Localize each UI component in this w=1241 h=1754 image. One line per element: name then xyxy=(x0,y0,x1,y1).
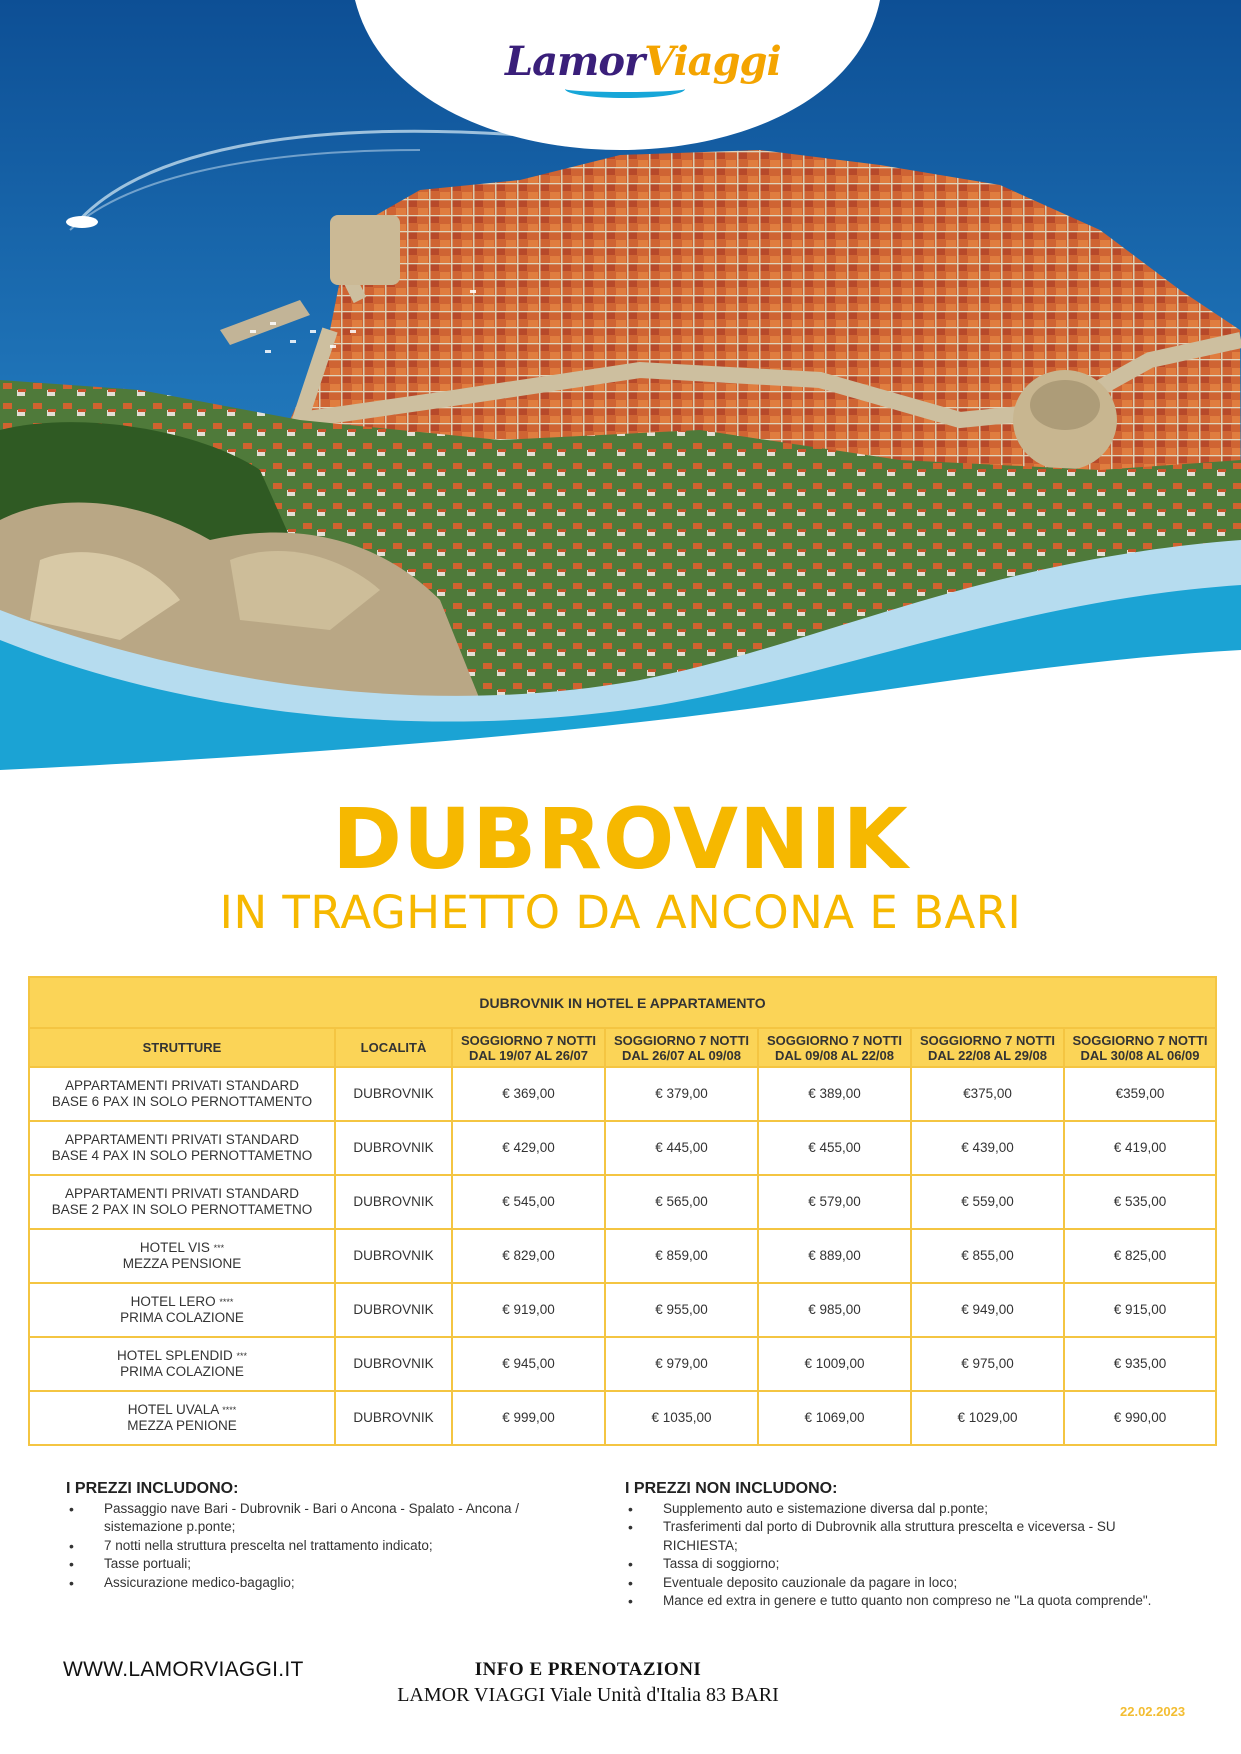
localita-cell: DUBROVNIK xyxy=(335,1229,452,1283)
table-row xyxy=(29,1391,1216,1445)
column-header-localita: LOCALITÀ xyxy=(335,1028,452,1067)
price-cell: € 985,00 xyxy=(758,1283,911,1337)
excludes-section xyxy=(625,1480,1165,1611)
brand-logo[interactable] xyxy=(505,38,781,108)
price-cell: € 919,00 xyxy=(452,1283,605,1337)
logo-text-viaggi: Viaggi xyxy=(644,38,781,85)
price-cell: € 439,00 xyxy=(911,1121,1064,1175)
info-title: INFO E PRENOTAZIONI xyxy=(474,1659,702,1680)
column-header-period: SOGGIORNO 7 NOTTI DAL 19/07 AL 26/07 xyxy=(452,1028,605,1067)
structure-cell: HOTEL UVALA **** MEZZA PENIONE xyxy=(29,1391,335,1445)
price-cell: € 545,00 xyxy=(452,1175,605,1229)
price-cell: € 445,00 xyxy=(605,1121,758,1175)
price-cell: € 419,00 xyxy=(1064,1121,1216,1175)
dubrovnik-aerial-illustration xyxy=(0,0,1241,780)
logo-wave-icon xyxy=(565,80,685,98)
localita-cell: DUBROVNIK xyxy=(335,1067,452,1121)
price-cell: € 915,00 xyxy=(1064,1283,1216,1337)
excludes-list xyxy=(625,1500,1165,1611)
price-cell: € 379,00 xyxy=(605,1067,758,1121)
list-item: • Trasferimenti dal porto di Dubrovnik alla struttura prescelta e viceversa - SU RICHIESTA; xyxy=(625,1518,1165,1555)
table-row xyxy=(29,1337,1216,1391)
structure-cell: HOTEL LERO **** PRIMA COLAZIONE xyxy=(29,1283,335,1337)
table-caption: DUBROVNIK IN HOTEL E APPARTAMENTO xyxy=(29,977,1216,1028)
list-item: • 7 notti nella struttura prescelta nel trattamento indicato; xyxy=(66,1537,566,1556)
agency-address: LAMOR VIAGGI Viale Unità d'Italia 83 BARI xyxy=(397,1684,779,1706)
price-cell: € 979,00 xyxy=(605,1337,758,1391)
hero-photo xyxy=(0,0,1241,780)
localita-cell: DUBROVNIK xyxy=(335,1121,452,1175)
list-item: • Eventuale deposito cauzionale da pagare in loco; xyxy=(625,1574,1165,1593)
price-cell: € 369,00 xyxy=(452,1067,605,1121)
logo-text-lamor: Lamor xyxy=(505,38,645,85)
website-link[interactable]: WWW.LAMORVIAGGI.IT xyxy=(63,1658,304,1681)
column-header-period: SOGGIORNO 7 NOTTI DAL 30/08 AL 06/09 xyxy=(1064,1028,1216,1067)
structure-cell: APPARTAMENTI PRIVATI STANDARD BASE 2 PAX IN SOLO PERNOTTAMETNO xyxy=(29,1175,335,1229)
localita-cell: DUBROVNIK xyxy=(335,1283,452,1337)
price-cell: € 559,00 xyxy=(911,1175,1064,1229)
column-header-strutture: STRUTTURE xyxy=(29,1028,335,1067)
price-cell: € 935,00 xyxy=(1064,1337,1216,1391)
includes-section xyxy=(66,1480,566,1592)
price-cell: € 535,00 xyxy=(1064,1175,1216,1229)
list-item: • Supplemento auto e sistemazione diversa dal p.ponte; xyxy=(625,1500,1165,1519)
includes-list xyxy=(66,1500,566,1593)
price-cell: € 999,00 xyxy=(452,1391,605,1445)
price-cell: € 1029,00 xyxy=(911,1391,1064,1445)
table-row xyxy=(29,1067,1216,1121)
list-item: • Mance ed extra in genere e tutto quanto non compreso ne "La quota comprende". xyxy=(625,1592,1165,1611)
price-cell: € 565,00 xyxy=(605,1175,758,1229)
column-header-period: SOGGIORNO 7 NOTTI DAL 26/07 AL 09/08 xyxy=(605,1028,758,1067)
price-cell: € 990,00 xyxy=(1064,1391,1216,1445)
price-cell: € 389,00 xyxy=(758,1067,911,1121)
localita-cell: DUBROVNIK xyxy=(335,1337,452,1391)
column-header-period: SOGGIORNO 7 NOTTI DAL 09/08 AL 22/08 xyxy=(758,1028,911,1067)
table-row xyxy=(29,1283,1216,1337)
price-table xyxy=(28,976,1217,1446)
price-cell: € 1009,00 xyxy=(758,1337,911,1391)
price-cell: € 429,00 xyxy=(452,1121,605,1175)
structure-cell: APPARTAMENTI PRIVATI STANDARD BASE 4 PAX IN SOLO PERNOTTAMETNO xyxy=(29,1121,335,1175)
price-cell: € 955,00 xyxy=(605,1283,758,1337)
page-subtitle: IN TRAGHETTO DA ANCONA E BARI xyxy=(219,886,1022,939)
structure-cell: HOTEL VIS *** MEZZA PENSIONE xyxy=(29,1229,335,1283)
table-row xyxy=(29,1121,1216,1175)
price-cell: € 1069,00 xyxy=(758,1391,911,1445)
localita-cell: DUBROVNIK xyxy=(335,1391,452,1445)
structure-cell: HOTEL SPLENDID *** PRIMA COLAZIONE xyxy=(29,1337,335,1391)
list-item: • Assicurazione medico-bagaglio; xyxy=(66,1574,566,1593)
price-cell: € 829,00 xyxy=(452,1229,605,1283)
price-cell: € 825,00 xyxy=(1064,1229,1216,1283)
price-cell: €359,00 xyxy=(1064,1067,1216,1121)
excludes-title: I PREZZI NON INCLUDONO: xyxy=(625,1480,838,1497)
price-cell: € 1035,00 xyxy=(605,1391,758,1445)
document-date: 22.02.2023 xyxy=(1120,1704,1186,1719)
list-item: • Passaggio nave Bari - Dubrovnik - Bari o Ancona - Spalato - Ancona / sistemazione p.ponte; xyxy=(66,1500,566,1537)
price-cell: € 945,00 xyxy=(452,1337,605,1391)
price-cell: € 889,00 xyxy=(758,1229,911,1283)
price-cell: € 975,00 xyxy=(911,1337,1064,1391)
localita-cell: DUBROVNIK xyxy=(335,1175,452,1229)
price-cell: € 455,00 xyxy=(758,1121,911,1175)
column-header-period: SOGGIORNO 7 NOTTI DAL 22/08 AL 29/08 xyxy=(911,1028,1064,1067)
structure-cell: APPARTAMENTI PRIVATI STANDARD BASE 6 PAX IN SOLO PERNOTTAMENTO xyxy=(29,1067,335,1121)
list-item: • Tasse portuali; xyxy=(66,1555,566,1574)
price-cell: € 579,00 xyxy=(758,1175,911,1229)
price-cell: € 949,00 xyxy=(911,1283,1064,1337)
table-row xyxy=(29,1229,1216,1283)
table-row xyxy=(29,1175,1216,1229)
price-cell: € 855,00 xyxy=(911,1229,1064,1283)
price-cell: €375,00 xyxy=(911,1067,1064,1121)
list-item: • Tassa di soggiorno; xyxy=(625,1555,1165,1574)
page-title: DUBROVNIK xyxy=(332,790,909,888)
includes-title: I PREZZI INCLUDONO: xyxy=(66,1480,239,1497)
price-cell: € 859,00 xyxy=(605,1229,758,1283)
